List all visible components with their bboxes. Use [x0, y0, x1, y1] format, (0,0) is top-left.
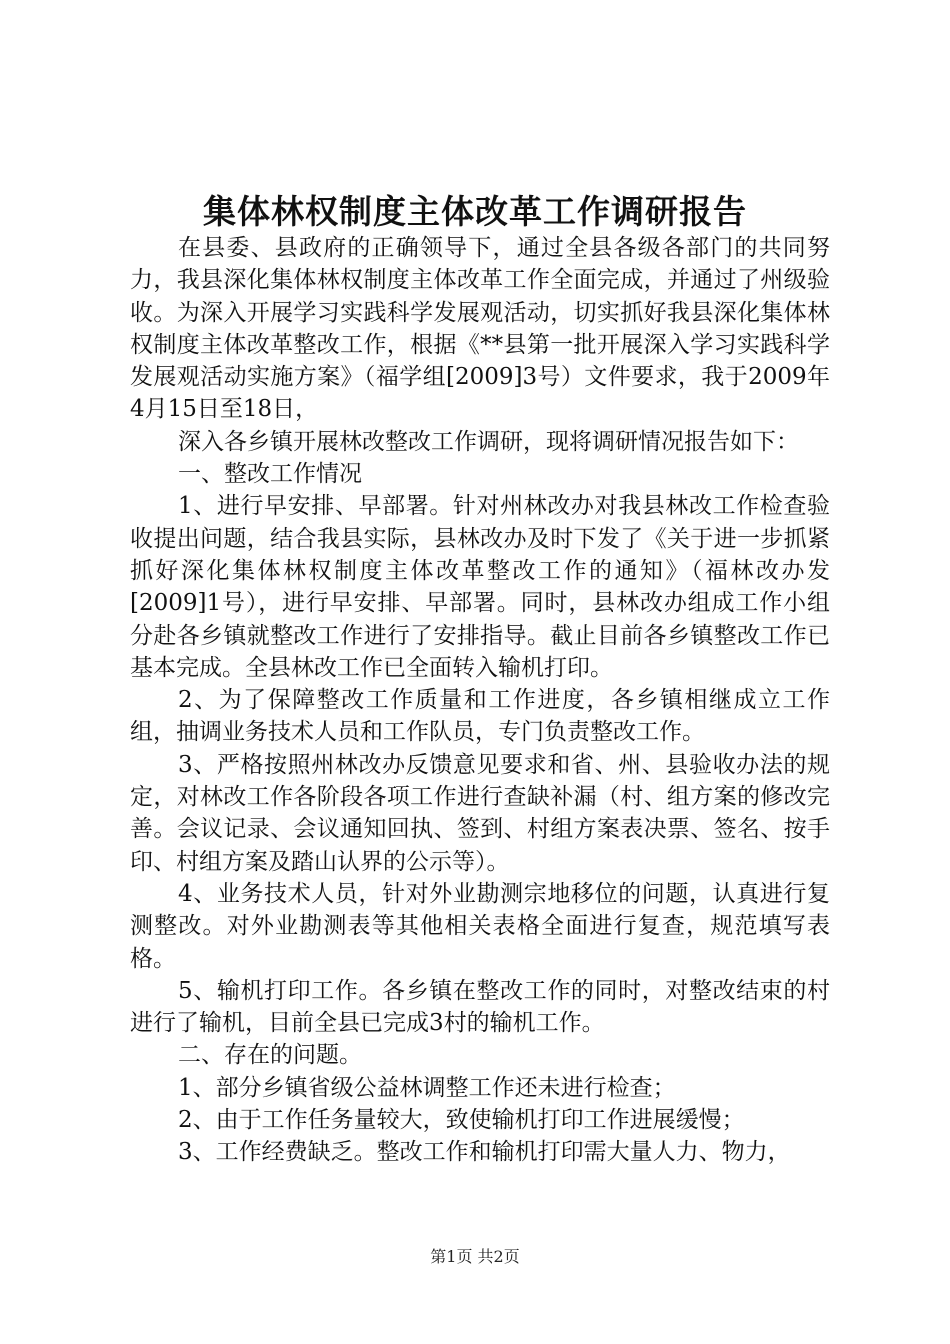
problem-item-1: 1、部分乡镇省级公益林调整工作还未进行检查；	[178, 1074, 676, 1101]
paragraph-item-2: 2、为了保障整改工作质量和工作进度，各乡镇相继成立工作组，抽调业务技术人员和工作队员，专门负责整改工作。	[130, 687, 830, 746]
paragraph-intro-continued: 深入各乡镇开展林改整改工作调研，现将调研情况报告如下：	[178, 428, 799, 455]
paragraph-intro: 在县委、县政府的正确领导下，通过全县各级各部门的共同努力，我县深化集体林权制度主体改革工作全面完成，并通过了州级验收。为深入开展学习实践科学发展观活动，切实抓好我县深化集体林权制度主体改革整改工作，根据《**县第一批开展深入学习实践科学发展观活动实施方案》（福学组[2009]3号）文件要求，我于2009年4月15日至18日，	[130, 235, 830, 423]
section-heading-problems: 二、存在的问题。	[178, 1042, 362, 1069]
document-body	[130, 232, 830, 1169]
problem-item-3: 3、工作经费缺乏。整改工作和输机打印需大量人力、物力，	[178, 1139, 791, 1166]
page-number-footer: 第1页 共2页	[430, 1247, 520, 1266]
section-heading-rectification: 一、整改工作情况	[178, 461, 362, 488]
paragraph-item-4: 4、业务技术人员，针对外业勘测宗地移位的问题，认真进行复测整改。对外业勘测表等其他相关表格全面进行复查，规范填写表格。	[130, 880, 830, 972]
document-title: 集体林权制度主体改革工作调研报告	[203, 192, 747, 231]
paragraph-item-3: 3、严格按照州林改办反馈意见要求和省、州、县验收办法的规定，对林改工作各阶段各项工作进行查缺补漏（村、组方案的修改完善。会议记录、会议通知回执、签到、村组方案表决票、签名、按手印、村组方案及踏山认界的公示等）。	[130, 751, 830, 875]
paragraph-item-1: 1、进行早安排、早部署。针对州林改办对我县林改工作检查验收提出问题，结合我县实际，县林改办及时下发了《关于进一步抓紧抓好深化集体林权制度主体改革整改工作的通知》（福林改办发[2009]1号），进行早安排、早部署。同时，县林改办组成工作小组分赴各乡镇就整改工作进行了安排指导。截止目前各乡镇整改工作已基本完成。全县林改工作已全面转入输机打印。	[130, 493, 830, 681]
problem-item-2: 2、由于工作任务量较大，致使输机打印工作进展缓慢；	[178, 1107, 745, 1134]
paragraph-item-5: 5、输机打印工作。各乡镇在整改工作的同时，对整改结束的村进行了输机，目前全县已完成3村的输机工作。	[130, 977, 830, 1037]
